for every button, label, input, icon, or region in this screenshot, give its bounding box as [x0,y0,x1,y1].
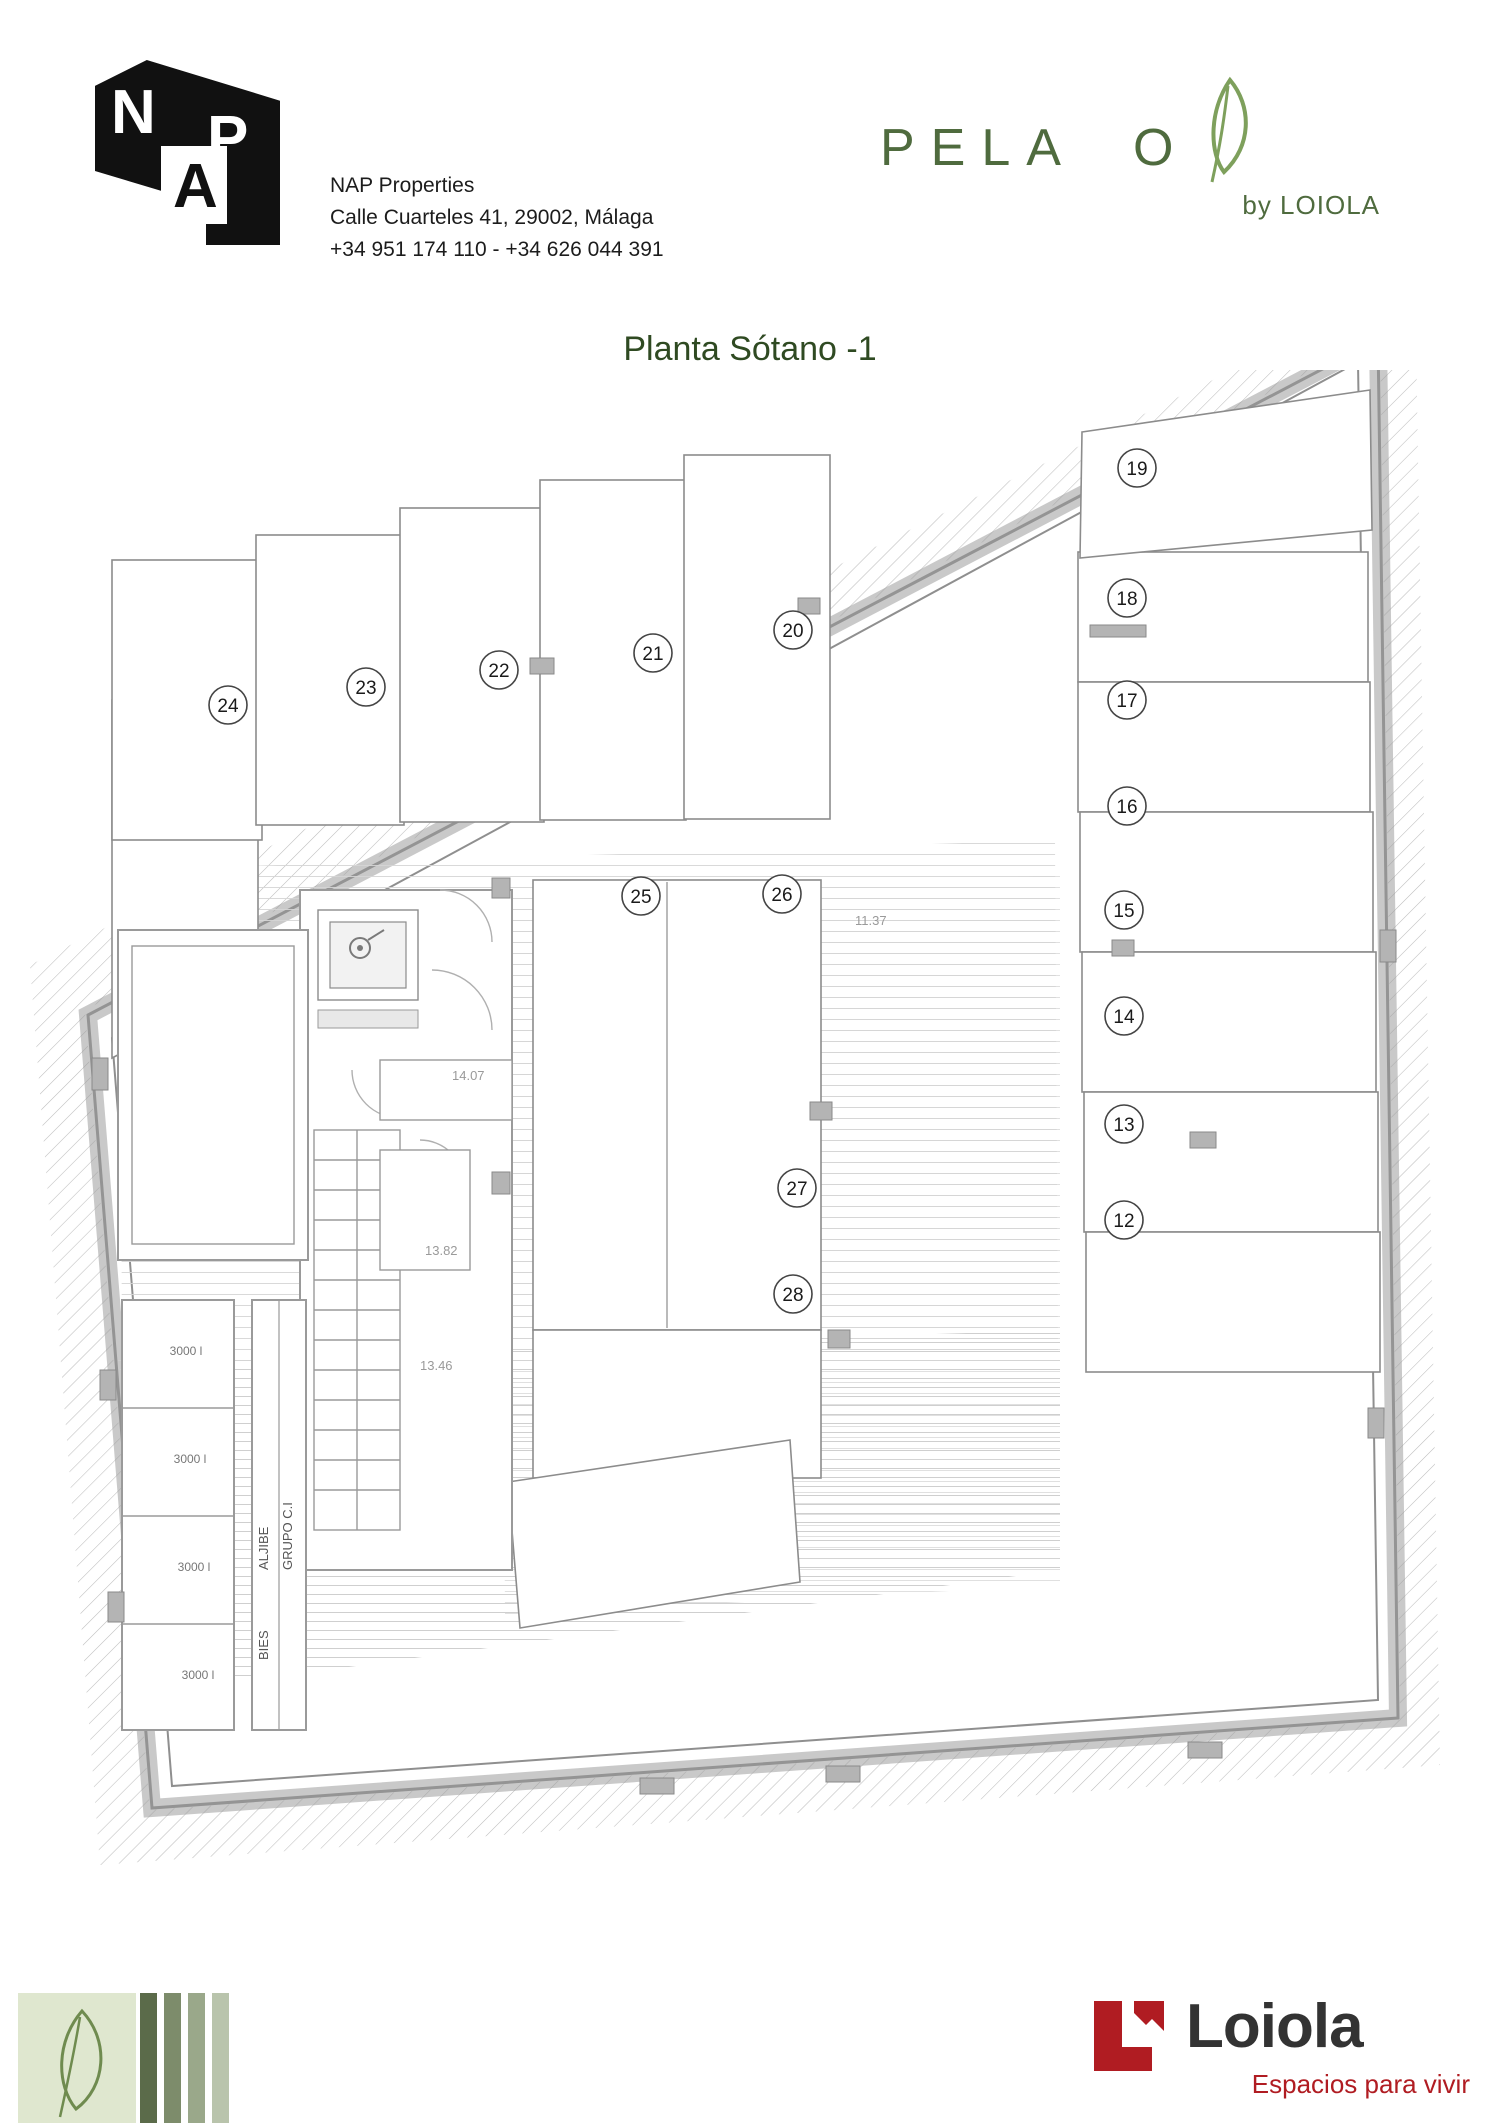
parking-marker [1105,997,1143,1035]
loiola-wordmark: Loiola [1186,1992,1363,2061]
parking-number: 20 [782,621,804,642]
left-technical-room [118,930,308,1260]
parking-marker [1108,579,1146,617]
parking-marker [347,668,385,706]
parking-marker [1118,449,1156,487]
parking-number: 25 [630,887,652,908]
parking-number: 26 [771,885,793,906]
room-label-2: 13.82 [425,1243,458,1258]
leaf-icon [18,1993,136,2123]
room-label-3: 13.46 [420,1358,453,1373]
footer-color-bars [140,1993,230,2123]
pelayo-byline: by LOIOLA [1242,190,1380,220]
parking-marker [774,611,812,649]
page-title: Planta Sótano -1 [623,330,877,368]
parking-marker [622,877,660,915]
parking-number: 14 [1113,1007,1135,1028]
company-phones: +34 951 174 110 - +34 626 044 391 [330,238,664,261]
parking-number: 12 [1113,1211,1135,1232]
label-grupo-ci: GRUPO C.I [280,1502,295,1570]
parking-marker [774,1275,812,1313]
parking-marker [480,651,518,689]
tank-label-3: 3000 l [181,1668,215,1682]
loiola-tagline: Espacios para vivir [1251,2069,1470,2099]
parking-marker [778,1169,816,1207]
loiola-logo [1090,1985,1470,2115]
footer-leaf-box [18,1993,136,2123]
company-name: NAP Properties [330,174,475,197]
tank-label-2: 3000 l [177,1560,211,1574]
pelayo-brand-logo [880,118,1380,258]
parking-number: 16 [1116,797,1138,818]
right-parking-bays [1078,552,1380,1372]
parking-number: 15 [1113,901,1135,922]
nap-logo-letter-a: A [173,152,218,221]
parking-marker [1108,681,1146,719]
tank-label-1: 3000 l [173,1452,207,1466]
floor-plan-svg [0,370,1500,1970]
water-tanks [122,1300,306,1730]
nap-logo-letter-n: N [111,78,156,147]
central-block [533,880,821,1478]
parking-number: 21 [642,644,664,665]
floor-plan-drawing [0,370,1500,1970]
nap-logo [95,60,280,245]
tank-label-0: 3000 l [169,1344,203,1358]
parking-number: 22 [488,661,510,682]
company-contact-block [330,170,664,266]
parking-marker [209,686,247,724]
nap-logo-letter-p: P [207,104,249,173]
leaf-icon [1190,76,1260,186]
parking-marker [1105,1201,1143,1239]
page-footer [0,1963,1500,2123]
parking-number: 24 [217,696,239,717]
parking-number: 18 [1116,589,1138,610]
page-header [0,0,1500,368]
parking-number: 17 [1116,691,1138,712]
parking-marker [1108,787,1146,825]
company-address: Calle Cuarteles 41, 29002, Málaga [330,206,654,229]
parking-marker [1105,891,1143,929]
service-core [300,890,512,1570]
label-bies: BIES [256,1630,271,1660]
parking-number: 13 [1113,1115,1135,1136]
parking-marker [634,634,672,672]
parking-number: 23 [355,678,377,699]
parking-number: 27 [786,1179,808,1200]
parking-number: 28 [782,1285,804,1306]
parking-marker [763,875,801,913]
room-label-1: 14.07 [452,1068,485,1083]
room-label-0: 11.37 [855,913,887,928]
loiola-mark-icon [1090,1997,1170,2075]
pelayo-brand-word-tail: O [1132,119,1190,177]
parking-number: 19 [1126,459,1148,480]
label-aljibe: ALJIBE [256,1526,271,1570]
parking-marker [1105,1105,1143,1143]
pelayo-brand-word: PELA [880,119,1077,177]
